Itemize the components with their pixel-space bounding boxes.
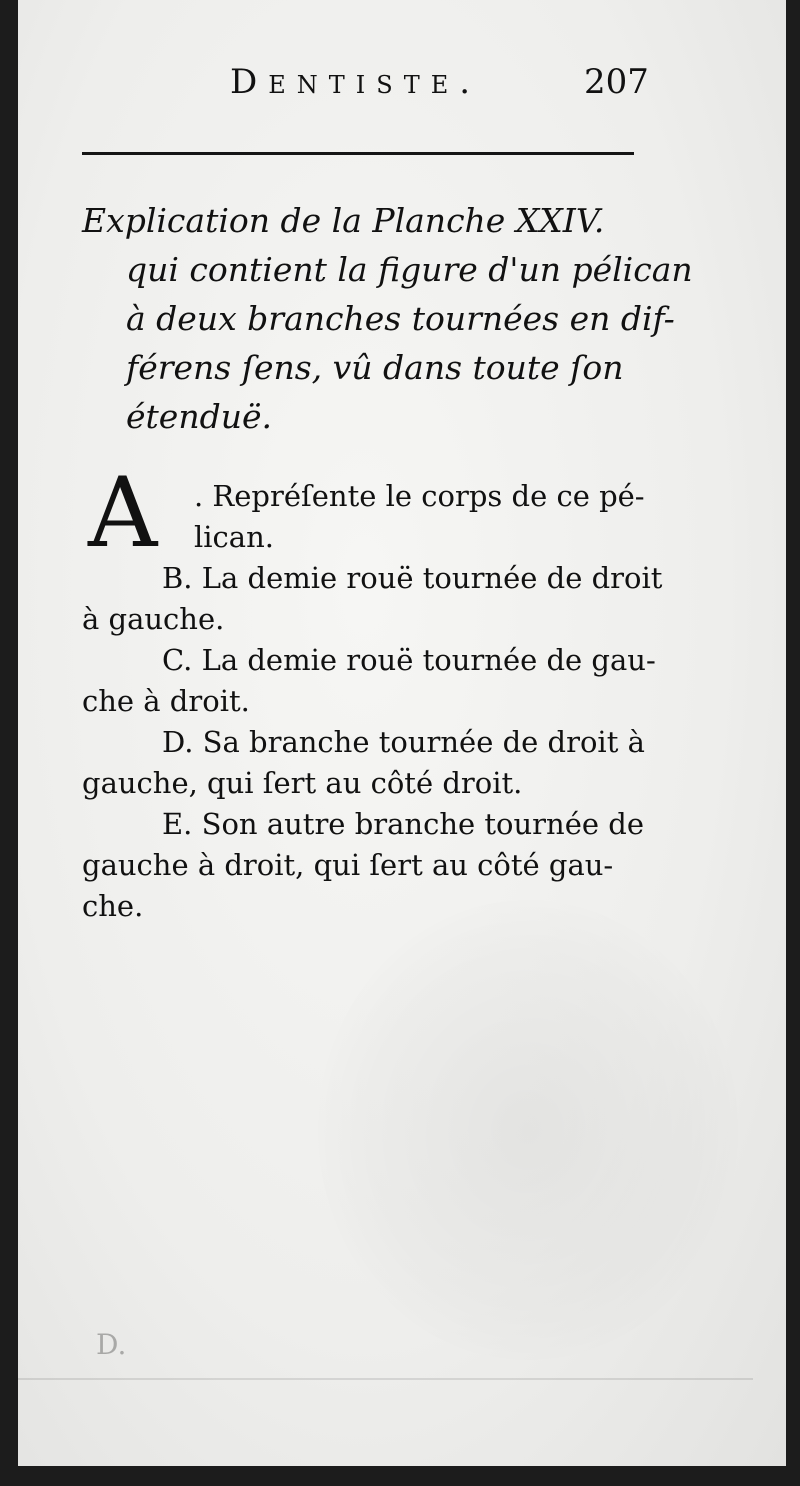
heading-line: Explication de la Planche XXIV. (82, 201, 605, 240)
entry-line: E. Son autre branche tournée de (162, 807, 644, 841)
section-heading (82, 196, 693, 441)
entry-line: D. Sa branche tournée de droit à (162, 725, 645, 759)
entry-line: lican. (194, 520, 274, 554)
heading-line: qui contient la figure d'un pélican (126, 250, 693, 289)
entry-line: che. (82, 889, 144, 923)
legend-body (82, 457, 682, 927)
running-title: Dentiste. (230, 62, 482, 102)
plate-mark-edge (18, 1378, 753, 1380)
legend-entry-b (82, 558, 682, 640)
entry-line: C. La demie rouë tournée de gau- (162, 643, 656, 677)
signature-mark: D. (96, 1328, 127, 1361)
heading-line: à deux branches tournées en dif- (126, 299, 675, 338)
show-through-shadow (318, 900, 738, 1360)
heading-line: férens ſens, vû dans toute ſon (126, 348, 624, 387)
heading-line: étenduë. (126, 397, 272, 436)
legend-entry-d (82, 722, 682, 804)
legend-entry-c (82, 640, 682, 722)
drop-cap: A (88, 457, 158, 569)
legend-entry-e (82, 804, 682, 927)
legend-entry-a (82, 457, 682, 569)
entry-line: B. La demie rouë tournée de droit (162, 561, 663, 595)
page-header (18, 62, 786, 112)
entry-line: gauche, qui ſert au côté droit. (82, 766, 523, 800)
entry-line: à gauche. (82, 602, 225, 636)
entry-line: che à droit. (82, 684, 250, 718)
page-number: 207 (584, 62, 649, 102)
header-rule (82, 152, 634, 155)
book-page (18, 0, 786, 1466)
entry-line: gauche à droit, qui ſert au côté gau- (82, 848, 614, 882)
entry-line: . Repréſente le corps de ce pé- (194, 479, 645, 513)
